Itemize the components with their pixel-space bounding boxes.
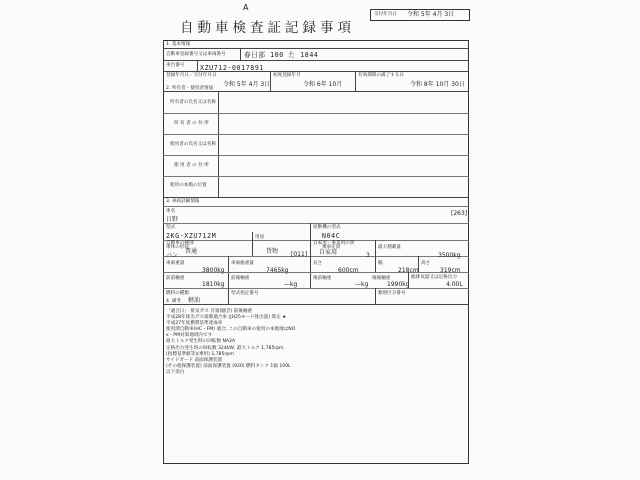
displacement-value: 4.00L (446, 281, 463, 288)
private-value: 自家用 (319, 249, 338, 256)
gross-value: 7465kg (266, 267, 289, 274)
rule (163, 113, 469, 114)
expiry-value: 令和 8年 10月 30日 (410, 81, 465, 88)
rule (163, 288, 469, 289)
rule (197, 60, 198, 71)
front-rear-value: —kg (284, 281, 298, 288)
owner-name-label: 所有者の氏名又は名称 (170, 100, 216, 105)
height-value: 319cm (440, 267, 461, 274)
section2-heading: 2. 所有者・使用者情報 (166, 86, 214, 91)
reg-value: 春日部 100 た 1844 (244, 51, 319, 59)
rule (163, 71, 469, 72)
form-marker: A (243, 3, 249, 12)
capacity-label: 乗車定員 (322, 245, 341, 250)
rule (163, 176, 469, 177)
width-value: 218cm (398, 267, 419, 274)
model-value: 2KG-XZU712M (166, 232, 217, 240)
first-reg-label: 登録年月日／交付年月日 (166, 73, 217, 78)
remarks-line: 定格出力発生時の回転数 324kW, 最大トルク 1,785rpm (166, 345, 284, 351)
engine-label: 原動機の型式 (313, 225, 341, 230)
length-value: 600cm (338, 267, 359, 274)
rule (375, 288, 376, 304)
front-front-label: 前前軸重 (166, 276, 185, 281)
maker-value: 日野 (166, 216, 179, 223)
rule (355, 71, 356, 91)
remarks-line: サイドガード 前面保護装置 (166, 357, 223, 363)
remarks-line: x・PM対策地域内です (166, 333, 213, 339)
model-cert-label: 型式指定番号 (231, 291, 259, 296)
remarks-line: 最大トルク発生時の回転数 NA2A (166, 339, 236, 345)
front-rear-label: 前後軸重 (231, 276, 250, 281)
issue-date-value: 令和 5年 4月 3日 (407, 11, 455, 18)
rule (163, 48, 469, 49)
model-label: 型式 (166, 225, 176, 230)
rule (240, 48, 241, 60)
remarks-block (166, 309, 295, 376)
issue-date-label: 交付年月日 (374, 12, 397, 17)
purpose-label: 用途 (255, 235, 265, 240)
rule (375, 240, 376, 272)
rule (310, 223, 311, 240)
rear-front-label: 後前軸重 (313, 276, 332, 281)
remarks-line: 以下余白 (166, 369, 185, 375)
remarks-line: 使用済自動車(HC・FM) 適合, この自動車の使用の本拠地はNO (166, 327, 296, 333)
height-label: 高さ (421, 261, 431, 266)
owner-address-label: 所 有 者 の 住 所 (174, 121, 209, 126)
remarks-line: (指標基準値等)(乗用) 1,785rpm (166, 351, 234, 357)
front-front-value: 1810kg (202, 281, 225, 288)
max-load-value: 3500kg (438, 252, 461, 259)
remarks-line: 平成27年度燃費基準達成車 (166, 321, 223, 327)
length-label: 長さ (313, 261, 323, 266)
expiry-label: 有効期間の満了する日 (358, 73, 404, 78)
purpose-value: 貨物 (266, 248, 279, 255)
max-load-label: 最大積載量 (378, 245, 401, 250)
remarks-line: (その他保護装置) 前面保護装置 (920) 燃料タンク 1個 100L (166, 363, 291, 369)
fuel-label: 燃料の種類 (166, 291, 189, 296)
section3-heading: 3. 車両詳細情報 (166, 199, 200, 204)
rule (310, 240, 311, 256)
first-reg-value: 令和 5年 4月 3日 (223, 81, 271, 88)
private-label: 自家用・事業用の別 (313, 241, 355, 246)
maker-code: [263] (451, 210, 468, 217)
rule (163, 304, 469, 305)
weight-label: 車両重量 (166, 261, 185, 266)
rule (163, 206, 469, 207)
rear-rear-label: 後後軸重 (372, 276, 391, 281)
first-year-label: 初度登録年月 (273, 73, 301, 78)
rear-rear-value: 1990kg (387, 281, 410, 288)
rule (163, 134, 469, 135)
user-name-label: 使用者の氏名又は名称 (170, 142, 216, 147)
base-location-label: 使用の本拠の位置 (170, 183, 207, 188)
rule (408, 272, 409, 288)
body-value: バン (166, 252, 179, 259)
rule (163, 197, 469, 198)
section1-heading: 1. 基本情報 (166, 42, 191, 47)
displacement-label: 総排気量又は定格出力 (411, 275, 457, 280)
maker-label: 車名 (166, 209, 176, 214)
remarks-line: 平成28年排出ガス規制適合車 (JH25モード排出量) 算定 ★ (166, 315, 287, 321)
document-title: 自動車検査証記録事項 (180, 20, 355, 36)
rear-front-value: —kg (355, 281, 369, 288)
fuel-value: 軽油 (188, 297, 201, 304)
rule (163, 223, 469, 224)
class-label: 類別区分番号 (378, 291, 406, 296)
engine-value: N04C (322, 232, 341, 240)
rule (163, 256, 469, 257)
section4-heading: 4. 備考 (166, 299, 182, 304)
rule (252, 232, 253, 256)
body-label: 車体の形状 (166, 245, 189, 250)
rule (163, 155, 469, 156)
type-value: 普通 (185, 248, 198, 255)
rule (163, 272, 469, 273)
first-year-value: 令和 6年 10月 (303, 81, 343, 88)
rule (218, 92, 219, 197)
rule (228, 288, 229, 304)
rule (418, 256, 419, 272)
remarks-line: 「適合日」 排気ガス 音量(騒音) 前後軸重 (166, 309, 253, 314)
reg-label: 自動車登録番号又は車両番号 (166, 52, 226, 57)
body-code: [011] (291, 251, 308, 258)
capacity-value: 3 (366, 252, 370, 259)
rule (163, 60, 469, 61)
user-address-label: 使 用 者 の 住 所 (174, 163, 209, 168)
weight-value: 3800kg (202, 267, 225, 274)
type-label: 自動車の種別 (166, 241, 194, 246)
width-label: 幅 (378, 261, 383, 266)
vin-label: 車台番号 (166, 63, 185, 68)
vin-value: XZU712-0017891 (200, 64, 264, 72)
gross-label: 車両総重量 (231, 261, 254, 266)
rule (270, 71, 271, 91)
